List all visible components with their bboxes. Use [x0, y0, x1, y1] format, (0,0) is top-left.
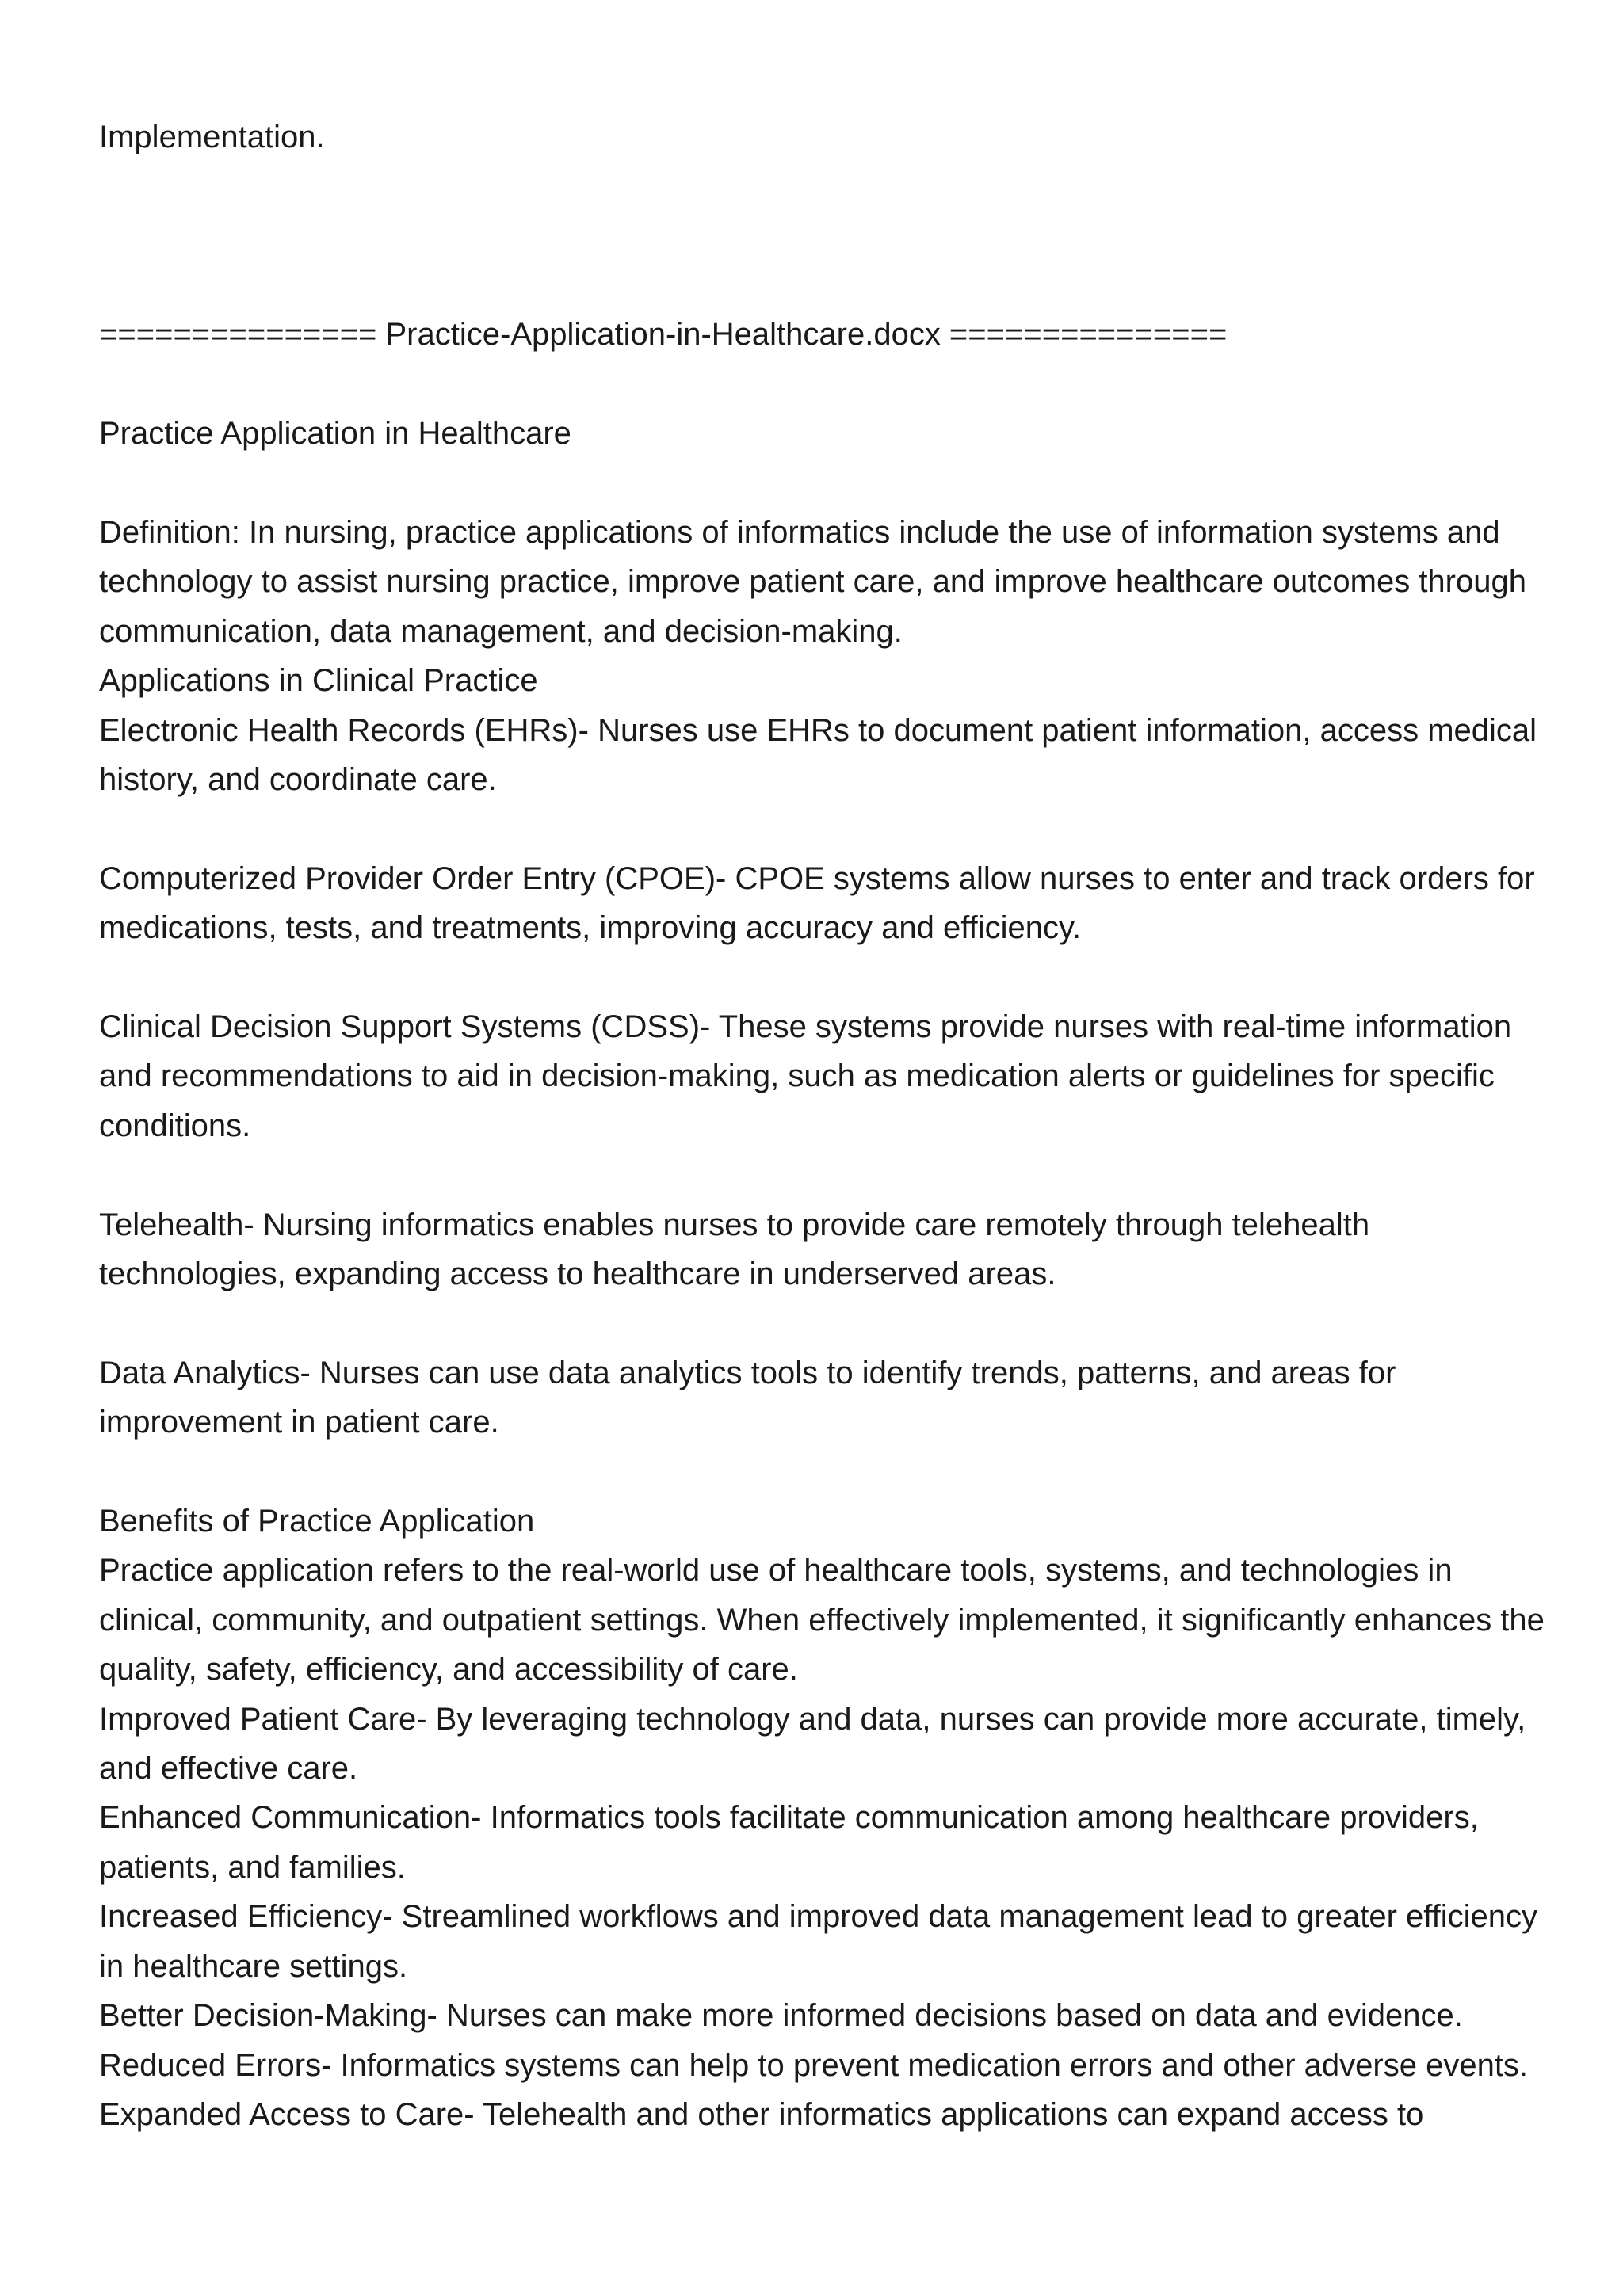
spacer: [99, 804, 1549, 853]
clinical-item: Electronic Health Records (EHRs)- Nurses use EHRs to document patient information, access medical history, and coordinate care.: [99, 712, 1537, 798]
document-title: Practice Application in Healthcare: [99, 416, 571, 452]
benefit-item: Better Decision-Making- Nurses can make more informed decisions based on data and evidence.: [99, 1998, 1463, 2034]
lead-line: Implementation.: [99, 120, 325, 154]
document-body: [99, 113, 1549, 2139]
benefit-item: Increased Efficiency- Streamlined workflows and improved data management lead to greater efficiency in healthcare settings.: [99, 1899, 1538, 1984]
clinical-item: Data Analytics- Nurses can use data analytics tools to identify trends, patterns, and areas for improvement in patient care.: [99, 1355, 1396, 1440]
benefit-item: Enhanced Communication- Informatics tools facilitate communication among healthcare providers, patients, and families.: [99, 1800, 1479, 1885]
clinical-item: Clinical Decision Support Systems (CDSS)- These systems provide nurses with real-time information and recommendations to aid in decision-making, such as medication alerts or guidelines for specific conditions.: [99, 1009, 1512, 1143]
spacer: [99, 1299, 1549, 1348]
clinical-item: Telehealth- Nursing informatics enables nurses to provide care remotely through telehealth technologies, expanding access to healthcare in underserved areas.: [99, 1207, 1370, 1292]
benefit-item: Improved Patient Care- By leveraging technology and data, nurses can provide more accurate, timely, and effective care.: [99, 1701, 1526, 1787]
spacer: [99, 162, 1549, 310]
spacer: [99, 1150, 1549, 1199]
benefits-heading: Benefits of Practice Application: [99, 1504, 535, 1539]
benefit-item: Reduced Errors- Informatics systems can help to prevent medication errors and other adverse events.: [99, 2047, 1529, 2083]
spacer: [99, 360, 1549, 409]
file-separator: =============== Practice-Application-in-Healthcare.docx ===============: [99, 317, 1228, 353]
benefit-item: Expanded Access to Care- Telehealth and other informatics applications can expand access to: [99, 2096, 1424, 2132]
spacer: [99, 953, 1549, 1002]
definition-paragraph: Definition: In nursing, practice applications of informatics include the use of information systems and technology to assist nursing practice, improve patient care, and improve healthcare outcomes through communication, data management, and decision-making.: [99, 515, 1526, 649]
spacer: [99, 459, 1549, 508]
clinical-heading: Applications in Clinical Practice: [99, 663, 538, 699]
spacer: [99, 1447, 1549, 1497]
benefits-intro: Practice application refers to the real-world use of healthcare tools, systems, and technologies in clinical, community, and outpatient settings. When effectively implemented, it significantly enhances the quality, safety, efficiency, and accessibility of care.: [99, 1553, 1545, 1688]
clinical-item: Computerized Provider Order Entry (CPOE)- CPOE systems allow nurses to enter and track orders for medications, tests, and treatments, improving accuracy and efficiency.: [99, 860, 1535, 946]
